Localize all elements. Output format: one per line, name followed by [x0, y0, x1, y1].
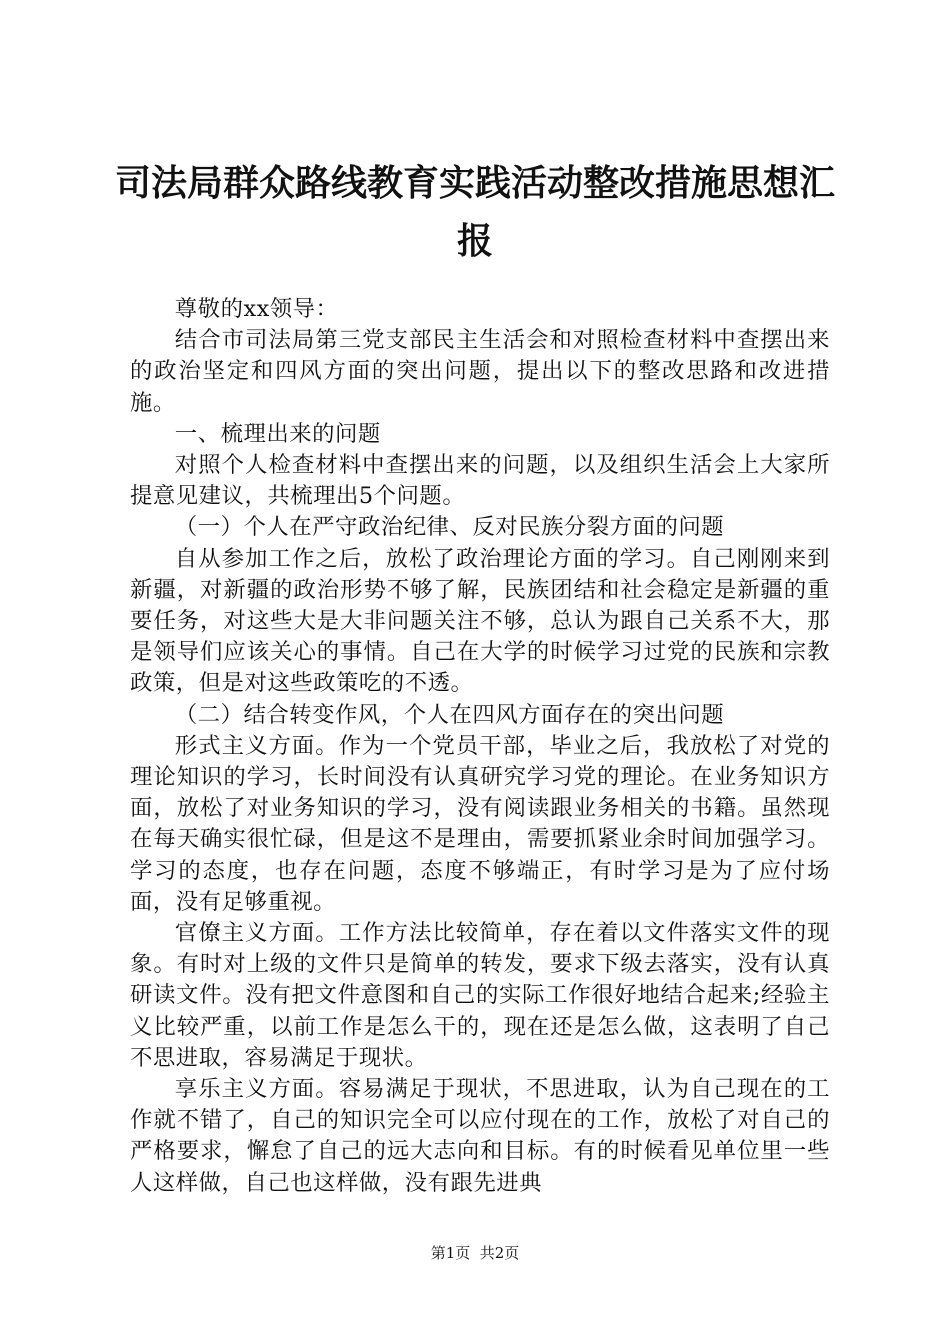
intro-paragraph: 结合市司法局第三党支部民主生活会和对照检查材料中查摆出来的政治坚定和四风方面的突出问题，提出以下的整改思路和改进措施。	[130, 327, 830, 416]
body-paragraph: 享乐主义方面。容易满足于现状，不思进取，认为自己现在的工作就不错了，自己的知识完全可以应付现在的工作，放松了对自己的严格要求，懈怠了自己的远大志向和目标。有的时候看见单位里一些人这样做，自己也这样做，没有跟先进典	[130, 1076, 830, 1196]
page-title: 司法局群众路线教育实践活动整改措施思想汇报	[114, 162, 835, 262]
body-paragraph: 官僚主义方面。工作方法比较简单，存在着以文件落实文件的现象。有时对上级的文件只是简单的转发，要求下级去落实，没有认真研读文件。没有把文件意图和自己的实际工作很好地结合起来;经验主义比较严重，以前工作是怎么干的，现在还是怎么做，这表明了自己不思进取，容易满足于现状。	[130, 920, 830, 1071]
body-paragraph: 自从参加工作之后，放松了政治理论方面的学习。自己刚刚来到新疆，对新疆的政治形势不够了解，民族团结和社会稳定是新疆的重要任务，对这些大是大非问题关注不够，总认为跟自己关系不大，那是领导们应该关心的事情。自己在大学的时候学习过党的民族和宗教政策，但是对这些政策吃的不透。	[130, 545, 830, 697]
subsection-heading-2: （二）结合转变作风，个人在四风方面存在的突出问题	[174, 701, 725, 728]
subsection-heading-1: （一）个人在严守政治纪律、反对民族分裂方面的问题	[174, 514, 725, 541]
body-paragraph: 形式主义方面。作为一个党员干部，毕业之后，我放松了对党的理论知识的学习，长时间没有认真研究学习党的理论。在业务知识方面，放松了对业务知识的学习，没有阅读跟业务相关的书籍。虽然现在每天确实很忙碌，但是这不是理由，需要抓紧业余时间加强学习。学习的态度，也存在问题，态度不够端正，有时学习是为了应付场面，没有足够重视。	[130, 732, 830, 915]
salutation: 尊敬的xx领导：	[174, 296, 339, 322]
body-paragraph: 对照个人检查材料中查摆出来的问题，以及组织生活会上大家所提意见建议，共梳理出5个问题。	[130, 452, 830, 510]
section-heading-1: 一、梳理出来的问题	[174, 420, 381, 447]
page-footer: 第1页 共2页	[430, 1244, 520, 1262]
document-body	[130, 294, 830, 1199]
